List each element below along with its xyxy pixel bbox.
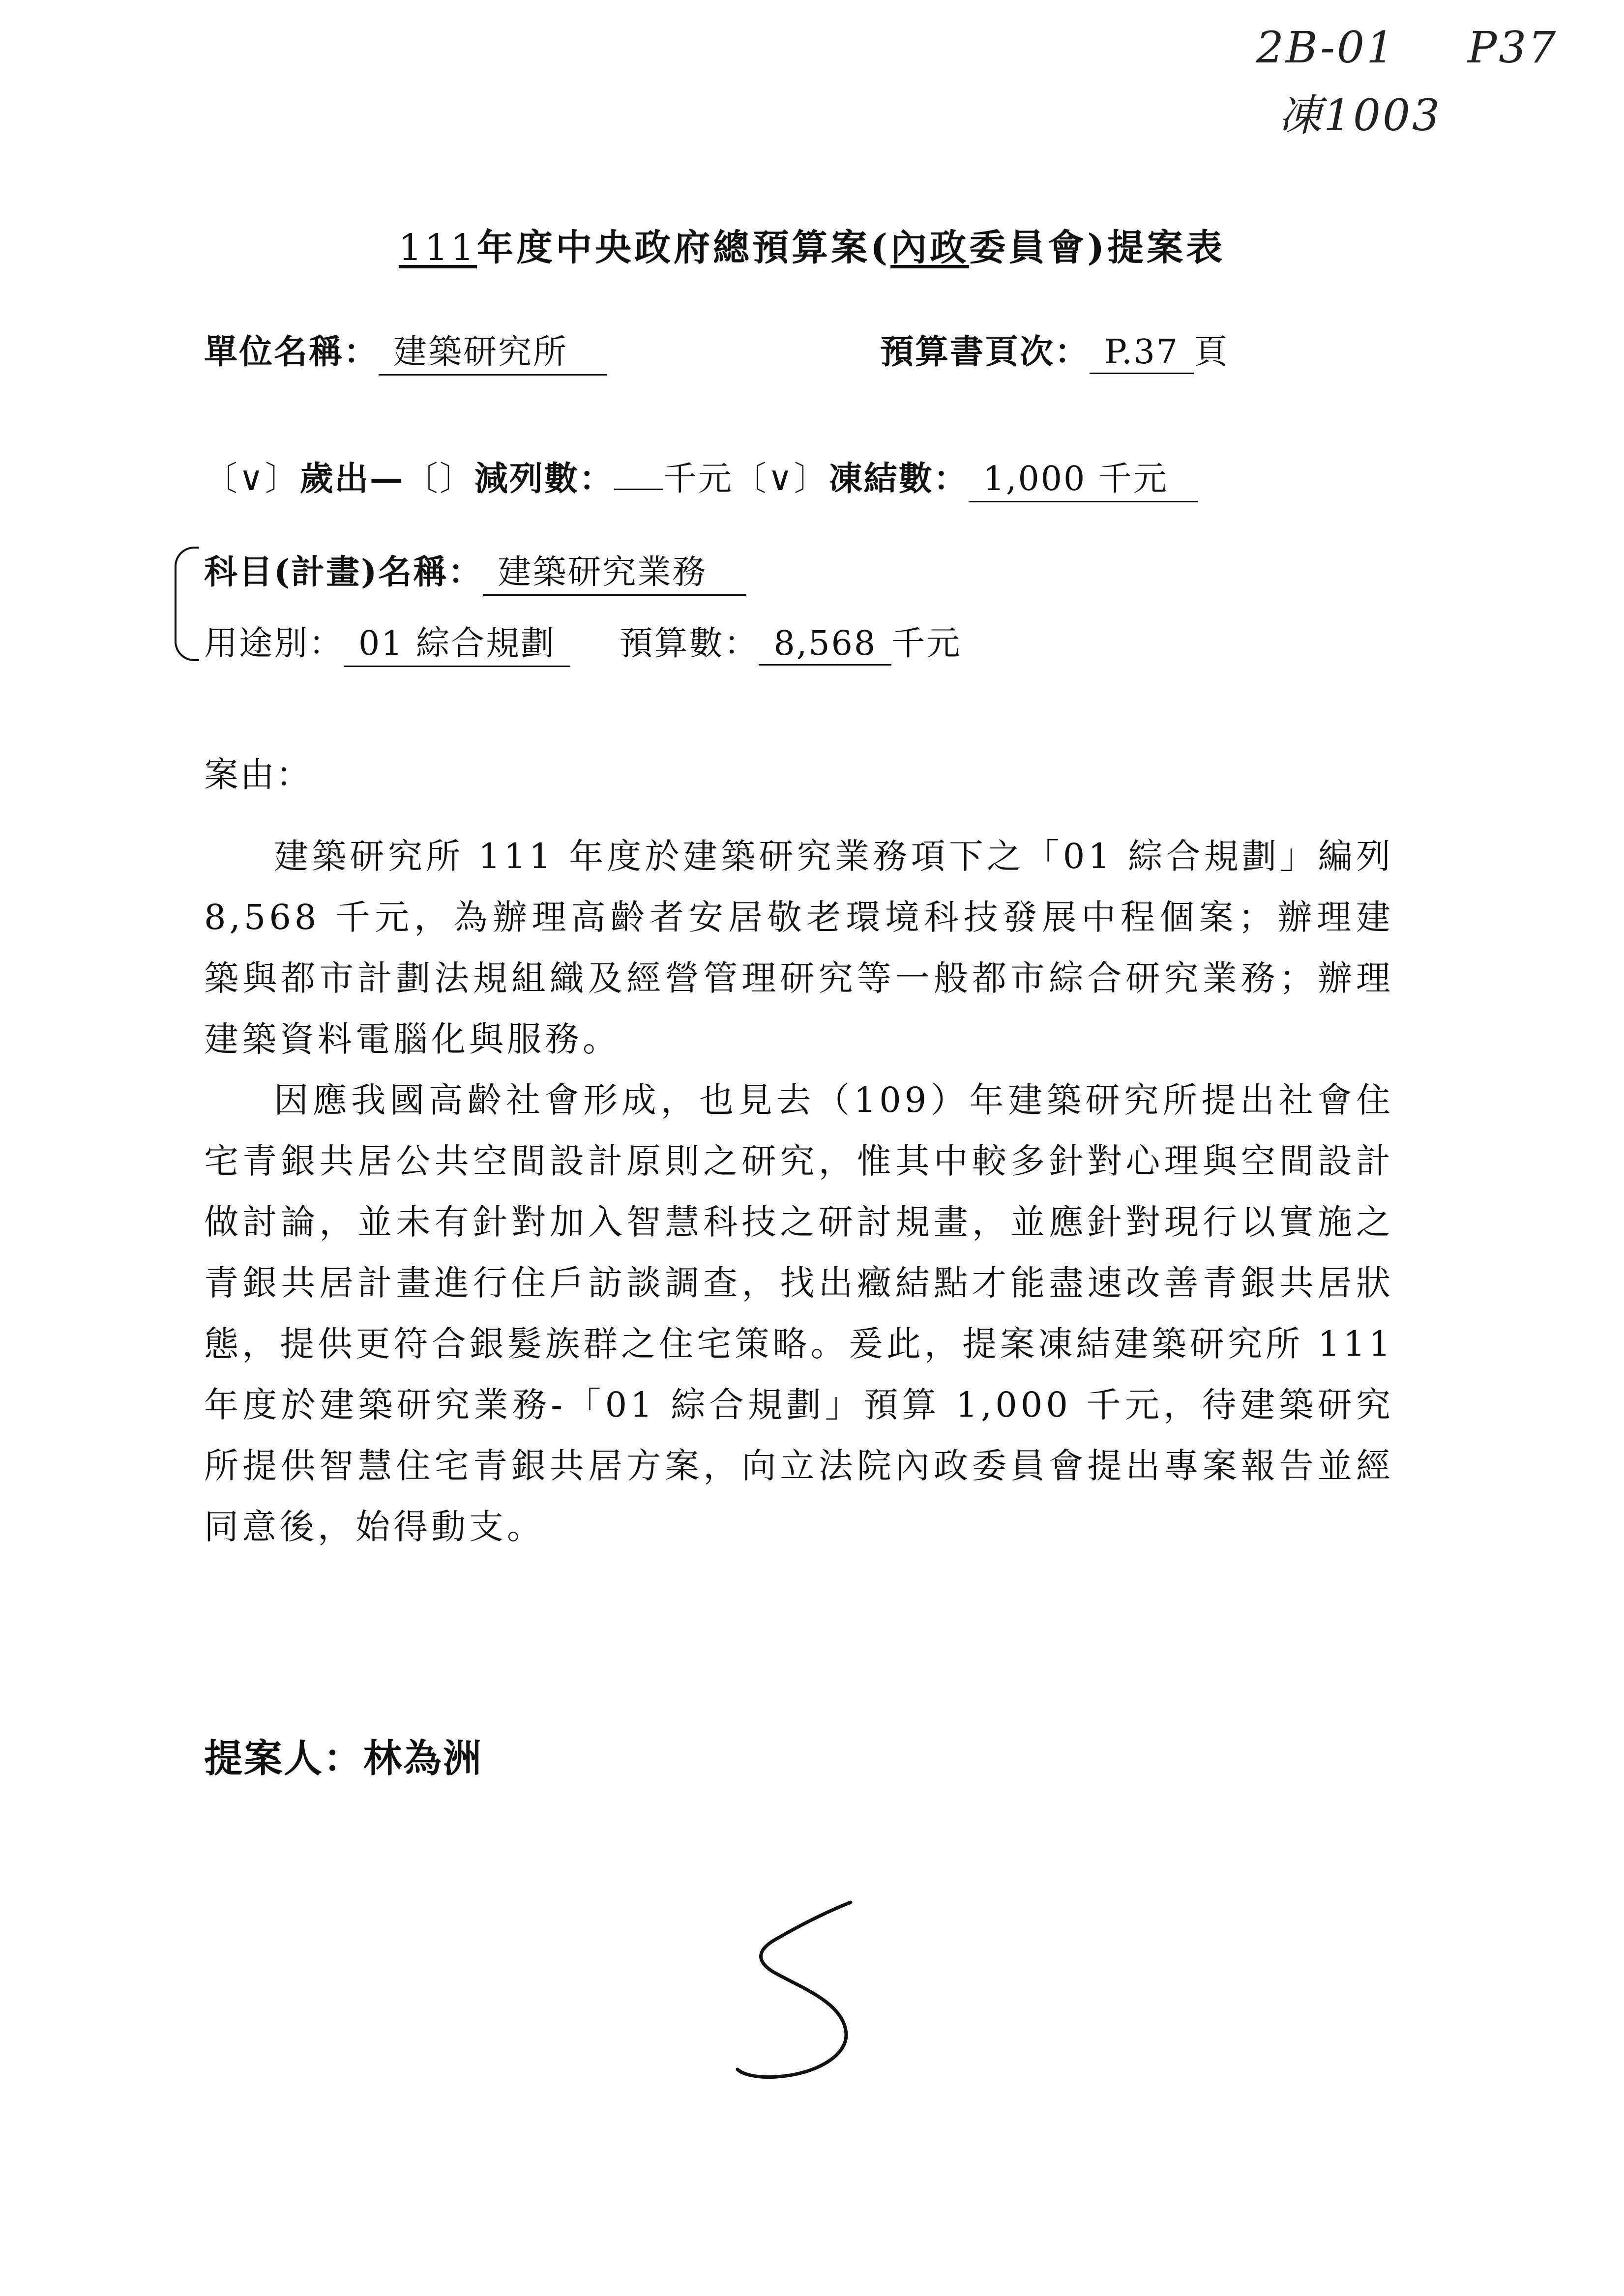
reduce-unit: 千元 bbox=[663, 460, 733, 498]
budget-label: 預算數： bbox=[619, 624, 759, 663]
usage-label: 用途別： bbox=[204, 624, 344, 663]
subject-label: 科目(計畫)名稱： bbox=[204, 552, 483, 592]
freeze-checkbox: 〔∨〕 bbox=[733, 460, 829, 498]
title-post: 委員會)提案表 bbox=[969, 227, 1226, 269]
handwritten-code: 2B-01 bbox=[1256, 22, 1396, 73]
handwritten-mark bbox=[728, 1892, 870, 2089]
reduce-blank bbox=[614, 488, 663, 490]
reason-paragraph-1: 建築研究所 111 年度於建築研究業務項下之「01 綜合規劃」編列 8,568 千元，為辦理高齡者安居敬老環境科技發展中程個案；辦理建築與都市計劃法規組織及經營管理研究等一般都市綜合研究業務；辦理建築資料電腦化與服務。 bbox=[204, 836, 1394, 1059]
handwritten-page-note: P37 bbox=[1468, 22, 1558, 73]
title-pre: 年度中央政府總預算案( bbox=[477, 227, 891, 269]
proposer-row bbox=[204, 1728, 483, 1783]
budget-value: 8,568 bbox=[759, 624, 891, 666]
page-ref-label: 預算書頁次： bbox=[880, 332, 1090, 372]
reason-label: 案由： bbox=[204, 755, 312, 795]
budget-unit: 千元 bbox=[891, 624, 962, 663]
budget-line bbox=[204, 452, 1198, 502]
handwritten-freeze-note: 凍1003 bbox=[1278, 90, 1442, 141]
unit-value: 建築研究所 bbox=[379, 325, 607, 376]
reduce-label: 減列數： bbox=[474, 459, 614, 498]
subject-brace bbox=[175, 547, 199, 661]
proposer-name: 林為洲 bbox=[363, 1736, 483, 1781]
reason-body bbox=[204, 826, 1394, 1557]
subject-row bbox=[204, 546, 746, 596]
proposer-label: 提案人： bbox=[204, 1736, 364, 1781]
page-ref-row bbox=[880, 325, 1229, 374]
page-ref-value: P.37 bbox=[1090, 333, 1194, 374]
freeze-label: 凍結數： bbox=[828, 459, 969, 498]
unit-row bbox=[204, 325, 607, 376]
reduce-checkbox: 〔〕 bbox=[404, 460, 474, 498]
freeze-value: 1,000 千元 bbox=[969, 452, 1198, 502]
page-ref-suffix: 頁 bbox=[1194, 333, 1229, 372]
reason-paragraph-2: 因應我國高齡社會形成，也見去（109）年建築研究所提出社會住宅青銀共居公共空間設計原則之研究，惟其中較多針對心理與空間設計做討論，並未有針對加入智慧科技之研討規畫，並應針對現行以實施之青銀共居計畫進行住戶訪談調查，找出癥結點才能盡速改善青銀共居狀態，提供更符合銀髮族群之住宅策略。爰此，提案凍結建築研究所 111 年度於建築研究業務-「01 綜合規劃」預算 1,000 千元，待建築研究所提供智慧住宅青銀共居方案，向立法院內政委員會提出專案報告並經同意後，始得動支。 bbox=[204, 1080, 1394, 1547]
usage-value: 01 綜合規劃 bbox=[344, 617, 570, 667]
subject-value: 建築研究業務 bbox=[483, 546, 746, 596]
page-title bbox=[0, 219, 1624, 271]
expense-checkbox: 〔∨〕 bbox=[204, 460, 300, 498]
handwritten-five-icon bbox=[728, 1892, 870, 2089]
title-year: 111 bbox=[398, 227, 477, 269]
unit-label: 單位名稱： bbox=[204, 332, 379, 372]
usage-row bbox=[204, 617, 961, 667]
expense-label: 歲出— bbox=[299, 459, 405, 498]
title-committee: 內政 bbox=[890, 227, 970, 269]
